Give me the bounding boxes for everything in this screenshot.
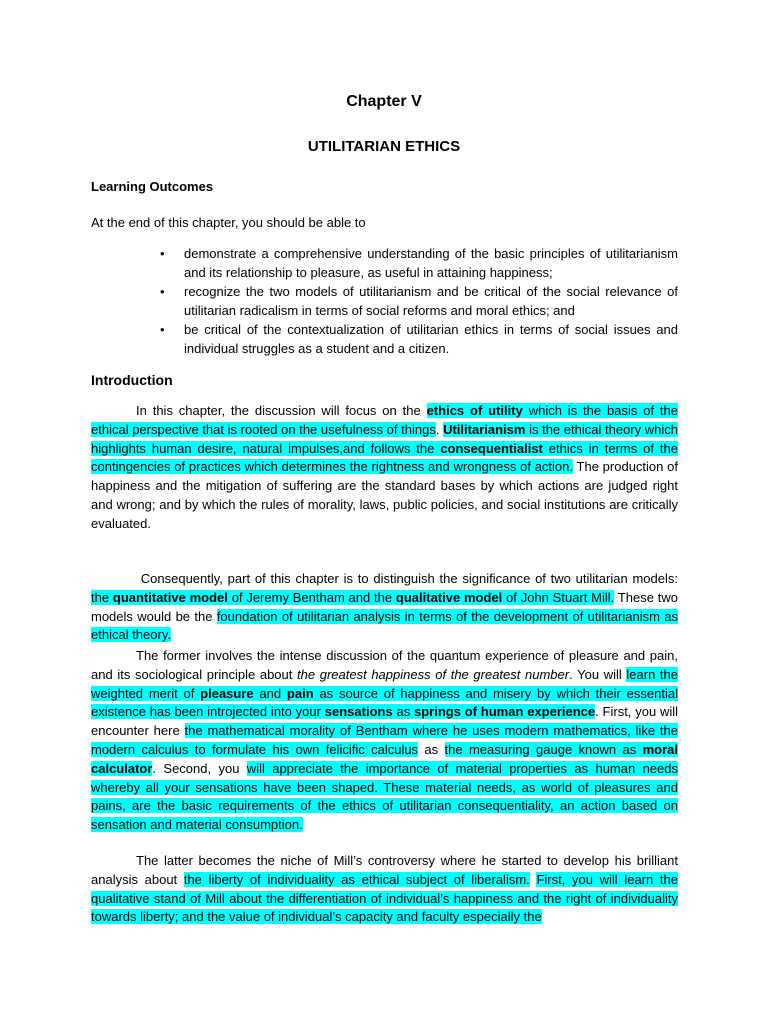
highlighted-text: pain (286, 685, 314, 701)
paragraph-text: . You will (569, 666, 627, 682)
paragraph-text: . First, you will encounter here (91, 704, 679, 739)
paragraph-text: Consequently, part of this chapter is to distinguish the significance of two utilitarian models: (136, 571, 678, 586)
highlighted-text: moral calculator (91, 741, 678, 776)
highlighted-text: foundation of utilitarian analysis in terms of the development of utilitarianism as ethical theory. (91, 608, 678, 643)
highlighted-text: consequentialist (440, 440, 543, 456)
body-paragraph (91, 852, 678, 927)
highlighted-text: is the ethical theory which highlights human desire, natural impulses,and follows the (91, 421, 678, 456)
highlighted-text: First, you will learn the qualitative stand of Mill about the differentiation of individual’s happiness and the right of individuality towards liberty; and the value of individual’s capacity and faculty especially the (91, 871, 678, 925)
highlighted-text: quantitative model (112, 589, 228, 605)
highlighted-text: which is the basis of the ethical perspective that is rooted on the usefulness of things (91, 403, 678, 437)
outcome-text: be critical of the contextualization of utilitarian ethics in terms of social issues and individual struggles as a student and a citizen. (184, 322, 678, 356)
chapter-heading: Chapter V (346, 93, 422, 110)
highlighted-text: springs of human experience (414, 704, 596, 720)
highlighted-text: ethics of utility (426, 403, 523, 418)
highlighted-text: the (91, 589, 113, 605)
learning-outcomes-intro: At the end of this chapter, you should be able to (91, 215, 366, 230)
highlighted-text: sensations (324, 704, 393, 720)
highlighted-text: of John Stuart Mill. (502, 589, 615, 605)
highlighted-text: and (253, 685, 287, 701)
paragraph-text: The production of happiness and the mitigation of suffering are the standard bases by which actions are judged right and wrong; and by which the rules of morality, laws, public policies, and social institutions are critically evaluated. (91, 459, 678, 531)
paragraph-text: These two models would be the (91, 589, 678, 624)
highlighted-text: learn the weighted merit of (91, 666, 679, 701)
paragraph-text: . Second, you (152, 760, 247, 776)
highlighted-text: the mathematical morality of Bentham where he uses modern mathematics, like the modern calculus to formulate his own felicific calculus (91, 723, 678, 757)
bullet-icon: • (160, 246, 165, 261)
highlighted-text: the liberty of individuality as ethical subject of liberalism. (183, 871, 530, 887)
outcome-text: recognize the two models of utilitarianism and be critical of the social relevance of utilitarian radicalism in terms of social reforms and moral ethics; and (184, 284, 678, 318)
highlighted-text: of Jeremy Bentham and the (227, 589, 396, 605)
learning-outcomes-list (160, 244, 678, 358)
introduction-heading: Introduction (91, 372, 173, 388)
highlighted-text: qualitative model (395, 589, 503, 605)
outcome-text: demonstrate a comprehensive understanding of the basic principles of utilitarianism and its relationship to pleasure, as useful in attaining happiness; (184, 246, 678, 280)
paragraph-text: The former involves the intense discussion of the quantum experience of pleasure and pain, and its sociological principle about (91, 648, 678, 682)
body-paragraph (91, 402, 678, 534)
list-item (160, 282, 678, 320)
paragraph-text: The latter becomes the niche of Mill’s controversy where he started to develop his brilliant analysis about (91, 853, 678, 887)
list-item (160, 244, 678, 282)
body-paragraph (91, 647, 678, 835)
body-paragraph (91, 570, 678, 645)
highlighted-text: Utilitarianism (443, 421, 526, 437)
highlighted-text: the measuring gauge known as (444, 741, 643, 757)
paragraph-text: . (435, 421, 444, 437)
highlighted-text: ethics in terms of the contingencies of practices which determines the rightness and wrongness of action. (91, 440, 678, 475)
highlighted-text: as source of happiness and misery by which their essential existence has been introjected into your (91, 685, 678, 720)
highlighted-text: pleasure (200, 685, 254, 701)
list-item (160, 320, 678, 358)
learning-outcomes-heading: Learning Outcomes (91, 179, 214, 194)
paragraph-text: the greatest happiness of the greatest number (297, 666, 570, 682)
chapter-title: UTILITARIAN ETHICS (307, 138, 461, 155)
bullet-icon: • (160, 284, 165, 299)
highlighted-text: will appreciate the importance of material properties as human needs whereby all your sensations have been shaped. These material needs, as world of pleasures and pains, are the basic requirements of the ethics of utilitarian consequentiality, an action based on sensation and material consumption. (91, 760, 678, 833)
highlighted-text: as (392, 704, 414, 720)
paragraph-text: as (418, 741, 445, 757)
paragraph-text: In this chapter, the discussion will focus on the (136, 403, 427, 418)
bullet-icon: • (160, 322, 165, 337)
